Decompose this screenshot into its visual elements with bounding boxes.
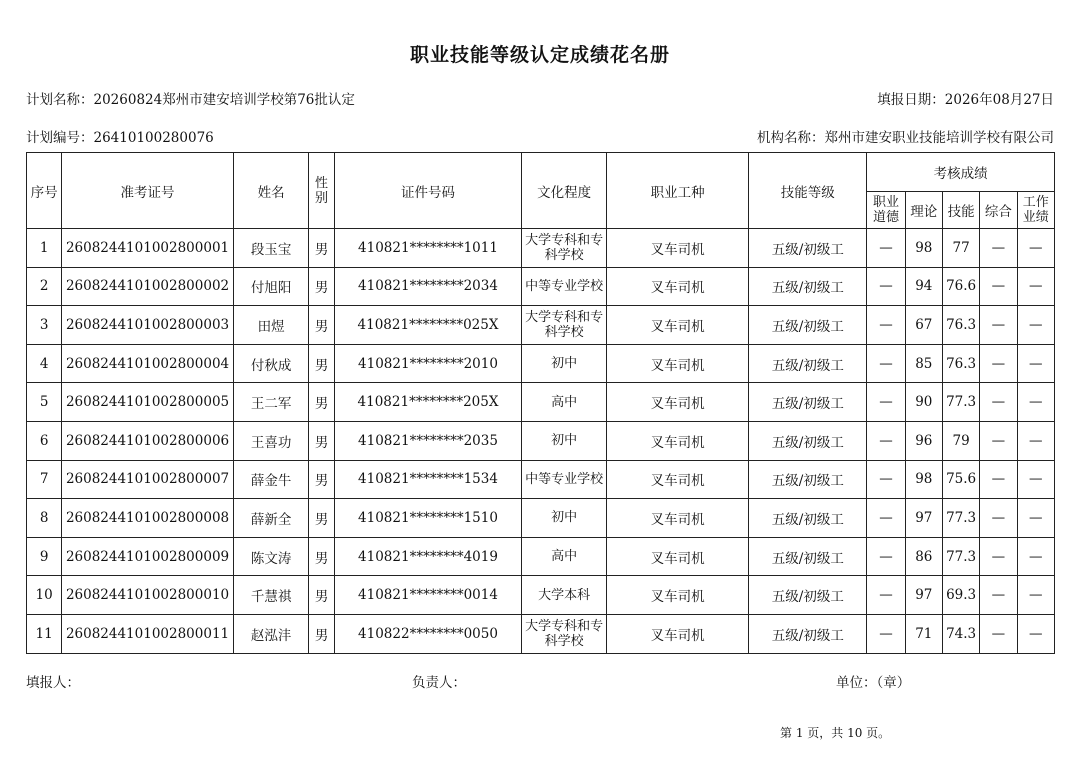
cell-skill-level: 五级/初级工	[749, 421, 867, 460]
cell-seq: 10	[27, 576, 62, 615]
cell-skill: 77.3	[942, 383, 979, 422]
cell-seq: 7	[27, 460, 62, 499]
cell-ethics: —	[867, 267, 905, 306]
cell-gender: 男	[309, 229, 334, 268]
organization-name: 机构名称：郑州市建安职业技能培训学校有限公司	[757, 130, 1054, 146]
filler-label: 填报人：	[26, 675, 80, 691]
header-skill: 技能	[942, 192, 979, 229]
cell-occupation: 叉车司机	[607, 537, 749, 576]
table-row	[27, 267, 1055, 306]
cell-skill-level: 五级/初级工	[749, 267, 867, 306]
cell-skill-level: 五级/初级工	[749, 537, 867, 576]
plan-name: 计划名称：20260824郑州市建安培训学校第76批认定	[26, 92, 355, 108]
cell-id-number: 410822********0050	[334, 614, 522, 653]
cell-exam-number: 2608244101002800011	[62, 614, 234, 653]
cell-exam-number: 2608244101002800009	[62, 537, 234, 576]
table-row	[27, 344, 1055, 383]
cell-overall: —	[980, 537, 1017, 576]
unit-seal-label: 单位：（章）	[836, 675, 911, 691]
header-scores: 考核成绩	[867, 153, 1055, 192]
cell-seq: 9	[27, 537, 62, 576]
header-ethics: 职业道德	[867, 192, 905, 229]
cell-name: 赵泓沣	[233, 614, 309, 653]
cell-occupation: 叉车司机	[607, 421, 749, 460]
cell-id-number: 410821********2034	[334, 267, 522, 306]
cell-id-number: 410821********025X	[334, 306, 522, 345]
cell-exam-number: 2608244101002800007	[62, 460, 234, 499]
header-overall: 综合	[980, 192, 1017, 229]
cell-gender: 男	[309, 306, 334, 345]
cell-occupation: 叉车司机	[607, 460, 749, 499]
cell-exam-number: 2608244101002800006	[62, 421, 234, 460]
cell-occupation: 叉车司机	[607, 614, 749, 653]
cell-skill-level: 五级/初级工	[749, 229, 867, 268]
cell-seq: 2	[27, 267, 62, 306]
cell-education: 大学专科和专科学校	[522, 229, 607, 268]
cell-exam-number: 2608244101002800004	[62, 344, 234, 383]
header-exam-number: 准考证号	[62, 153, 234, 229]
cell-exam-number: 2608244101002800001	[62, 229, 234, 268]
cell-name: 薛新全	[233, 499, 309, 538]
header-gender: 性别	[309, 153, 334, 229]
plan-number: 计划编号：26410100280076	[26, 130, 214, 146]
cell-education: 初中	[522, 344, 607, 383]
cell-skill-level: 五级/初级工	[749, 576, 867, 615]
cell-theory: 86	[905, 537, 942, 576]
cell-exam-number: 2608244101002800008	[62, 499, 234, 538]
cell-work-performance: —	[1017, 576, 1054, 615]
cell-name: 田煜	[233, 306, 309, 345]
cell-gender: 男	[309, 421, 334, 460]
cell-name: 王二军	[233, 383, 309, 422]
cell-exam-number: 2608244101002800002	[62, 267, 234, 306]
cell-overall: —	[980, 229, 1017, 268]
cell-gender: 男	[309, 344, 334, 383]
cell-work-performance: —	[1017, 421, 1054, 460]
cell-skill-level: 五级/初级工	[749, 306, 867, 345]
cell-skill-level: 五级/初级工	[749, 383, 867, 422]
cell-ethics: —	[867, 383, 905, 422]
score-roster-table	[26, 152, 1055, 654]
cell-theory: 71	[905, 614, 942, 653]
cell-gender: 男	[309, 460, 334, 499]
cell-skill: 77	[942, 229, 979, 268]
cell-education: 中等专业学校	[522, 460, 607, 499]
cell-id-number: 410821********2010	[334, 344, 522, 383]
cell-theory: 96	[905, 421, 942, 460]
cell-ethics: —	[867, 306, 905, 345]
cell-ethics: —	[867, 614, 905, 653]
table-row	[27, 460, 1055, 499]
cell-overall: —	[980, 614, 1017, 653]
cell-ethics: —	[867, 421, 905, 460]
cell-skill: 79	[942, 421, 979, 460]
cell-education: 初中	[522, 421, 607, 460]
cell-name: 付旭阳	[233, 267, 309, 306]
page-indicator: 第 1 页，共 10 页。	[780, 726, 891, 740]
table-row	[27, 499, 1055, 538]
cell-work-performance: —	[1017, 499, 1054, 538]
cell-gender: 男	[309, 537, 334, 576]
cell-education: 初中	[522, 499, 607, 538]
cell-ethics: —	[867, 460, 905, 499]
cell-seq: 8	[27, 499, 62, 538]
cell-overall: —	[980, 267, 1017, 306]
cell-seq: 4	[27, 344, 62, 383]
cell-theory: 67	[905, 306, 942, 345]
cell-skill: 75.6	[942, 460, 979, 499]
cell-education: 高中	[522, 383, 607, 422]
cell-seq: 1	[27, 229, 62, 268]
cell-name: 王喜功	[233, 421, 309, 460]
cell-name: 千慧祺	[233, 576, 309, 615]
cell-skill: 77.3	[942, 537, 979, 576]
cell-gender: 男	[309, 383, 334, 422]
table-row	[27, 229, 1055, 268]
cell-exam-number: 2608244101002800010	[62, 576, 234, 615]
table-row	[27, 614, 1055, 653]
cell-ethics: —	[867, 537, 905, 576]
cell-occupation: 叉车司机	[607, 344, 749, 383]
table-row	[27, 421, 1055, 460]
cell-id-number: 410821********4019	[334, 537, 522, 576]
cell-overall: —	[980, 344, 1017, 383]
cell-ethics: —	[867, 499, 905, 538]
cell-skill: 76.6	[942, 267, 979, 306]
cell-overall: —	[980, 421, 1017, 460]
cell-gender: 男	[309, 576, 334, 615]
cell-occupation: 叉车司机	[607, 499, 749, 538]
cell-exam-number: 2608244101002800005	[62, 383, 234, 422]
header-id-number: 证件号码	[334, 153, 522, 229]
cell-gender: 男	[309, 614, 334, 653]
cell-overall: —	[980, 460, 1017, 499]
cell-theory: 98	[905, 460, 942, 499]
cell-education: 高中	[522, 537, 607, 576]
cell-seq: 3	[27, 306, 62, 345]
cell-name: 段玉宝	[233, 229, 309, 268]
table-row	[27, 537, 1055, 576]
cell-ethics: —	[867, 576, 905, 615]
table-body	[27, 229, 1055, 654]
cell-id-number: 410821********2035	[334, 421, 522, 460]
report-date: 填报日期：2026年08月27日	[877, 92, 1054, 108]
cell-occupation: 叉车司机	[607, 576, 749, 615]
cell-seq: 11	[27, 614, 62, 653]
cell-education: 大学本科	[522, 576, 607, 615]
cell-work-performance: —	[1017, 267, 1054, 306]
table-row	[27, 306, 1055, 345]
cell-skill: 76.3	[942, 306, 979, 345]
cell-name: 薛金牛	[233, 460, 309, 499]
cell-theory: 97	[905, 499, 942, 538]
cell-id-number: 410821********0014	[334, 576, 522, 615]
cell-occupation: 叉车司机	[607, 267, 749, 306]
cell-work-performance: —	[1017, 229, 1054, 268]
cell-name: 陈文涛	[233, 537, 309, 576]
cell-skill: 74.3	[942, 614, 979, 653]
table-row	[27, 383, 1055, 422]
cell-skill-level: 五级/初级工	[749, 344, 867, 383]
table-row	[27, 576, 1055, 615]
cell-theory: 90	[905, 383, 942, 422]
cell-skill: 76.3	[942, 344, 979, 383]
header-name: 姓名	[233, 153, 309, 229]
cell-ethics: —	[867, 344, 905, 383]
cell-work-performance: —	[1017, 460, 1054, 499]
cell-overall: —	[980, 576, 1017, 615]
header-education: 文化程度	[522, 153, 607, 229]
cell-skill-level: 五级/初级工	[749, 499, 867, 538]
cell-seq: 6	[27, 421, 62, 460]
cell-theory: 98	[905, 229, 942, 268]
cell-overall: —	[980, 306, 1017, 345]
cell-education: 中等专业学校	[522, 267, 607, 306]
cell-exam-number: 2608244101002800003	[62, 306, 234, 345]
cell-overall: —	[980, 383, 1017, 422]
cell-work-performance: —	[1017, 383, 1054, 422]
cell-gender: 男	[309, 267, 334, 306]
cell-name: 付秋成	[233, 344, 309, 383]
cell-occupation: 叉车司机	[607, 383, 749, 422]
cell-theory: 94	[905, 267, 942, 306]
cell-theory: 85	[905, 344, 942, 383]
header-work-performance: 工作业绩	[1017, 192, 1054, 229]
cell-work-performance: —	[1017, 614, 1054, 653]
cell-gender: 男	[309, 499, 334, 538]
cell-skill: 77.3	[942, 499, 979, 538]
cell-skill: 69.3	[942, 576, 979, 615]
cell-work-performance: —	[1017, 306, 1054, 345]
cell-occupation: 叉车司机	[607, 229, 749, 268]
header-theory: 理论	[905, 192, 942, 229]
page-title: 职业技能等级认定成绩花名册	[409, 44, 670, 66]
cell-work-performance: —	[1017, 537, 1054, 576]
cell-seq: 5	[27, 383, 62, 422]
principal-label: 负责人：	[412, 675, 466, 691]
cell-id-number: 410821********205X	[334, 383, 522, 422]
table-header-row	[27, 153, 1055, 192]
cell-education: 大学专科和专科学校	[522, 306, 607, 345]
cell-education: 大学专科和专科学校	[522, 614, 607, 653]
cell-id-number: 410821********1011	[334, 229, 522, 268]
cell-occupation: 叉车司机	[607, 306, 749, 345]
cell-skill-level: 五级/初级工	[749, 460, 867, 499]
header-skill-level: 技能等级	[749, 153, 867, 229]
cell-id-number: 410821********1534	[334, 460, 522, 499]
cell-overall: —	[980, 499, 1017, 538]
header-occupation: 职业工种	[607, 153, 749, 229]
cell-theory: 97	[905, 576, 942, 615]
cell-ethics: —	[867, 229, 905, 268]
header-seq: 序号	[27, 153, 62, 229]
cell-skill-level: 五级/初级工	[749, 614, 867, 653]
cell-work-performance: —	[1017, 344, 1054, 383]
cell-id-number: 410821********1510	[334, 499, 522, 538]
